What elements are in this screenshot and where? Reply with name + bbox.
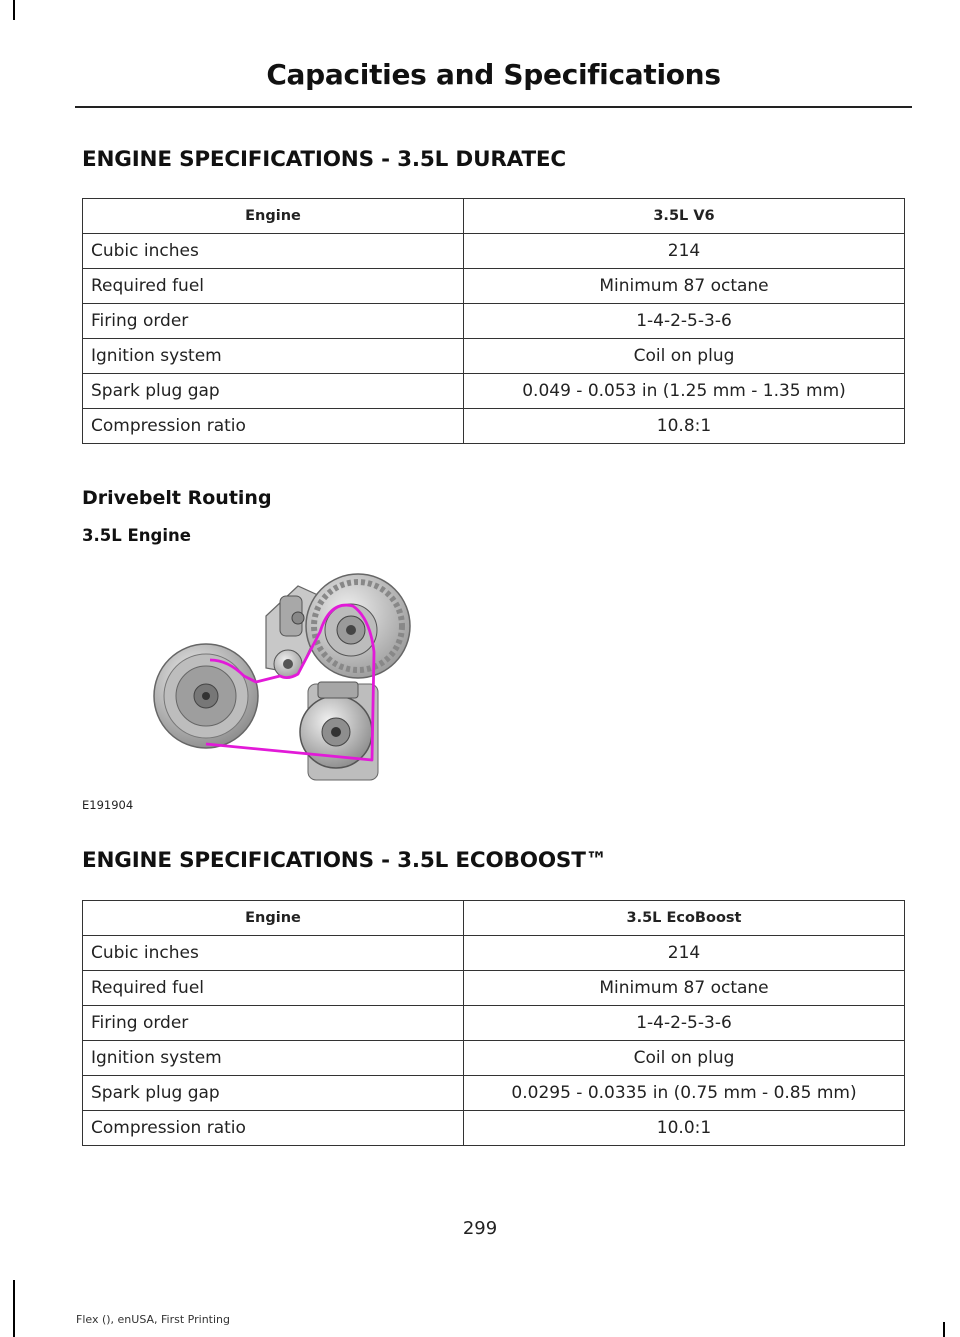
footer-edition: Flex (), enUSA, First Printing xyxy=(76,1313,230,1326)
table-row xyxy=(83,1006,905,1041)
row-label: Required fuel xyxy=(83,971,464,1006)
row-value: Coil on plug xyxy=(464,1041,905,1076)
row-value: 1-4-2-5-3-6 xyxy=(464,304,905,339)
engine-subheading: 3.5L Engine xyxy=(82,526,191,545)
table-row xyxy=(83,304,905,339)
crop-mark-top-left xyxy=(13,0,15,20)
row-label: Spark plug gap xyxy=(83,1076,464,1111)
row-value: 10.0:1 xyxy=(464,1111,905,1146)
row-label: Ignition system xyxy=(83,1041,464,1076)
table-row xyxy=(83,1111,905,1146)
row-value: 0.049 - 0.053 in (1.25 mm - 1.35 mm) xyxy=(464,374,905,409)
row-label: Required fuel xyxy=(83,269,464,304)
header-rule xyxy=(75,106,912,108)
duratec-spec-table xyxy=(82,198,905,444)
row-label: Ignition system xyxy=(83,339,464,374)
drivebelt-routing-heading: Drivebelt Routing xyxy=(82,487,272,509)
row-label: Spark plug gap xyxy=(83,374,464,409)
row-label: Compression ratio xyxy=(83,1111,464,1146)
ecoboost-spec-table xyxy=(82,900,905,1146)
table-row xyxy=(83,971,905,1006)
table-row xyxy=(83,409,905,444)
table-row xyxy=(83,936,905,971)
row-value: 214 xyxy=(464,936,905,971)
row-value: Minimum 87 octane xyxy=(464,971,905,1006)
row-value: 0.0295 - 0.0335 in (0.75 mm - 0.85 mm) xyxy=(464,1076,905,1111)
drivebelt-routing-diagram xyxy=(148,556,418,782)
page-header-title: Capacities and Specifications xyxy=(266,58,721,91)
table-row xyxy=(83,269,905,304)
row-value: 214 xyxy=(464,234,905,269)
column-header-engine: Engine xyxy=(83,901,464,936)
page-number: 299 xyxy=(462,1218,498,1239)
figure-code: E191904 xyxy=(82,798,134,812)
crop-mark-bottom-left xyxy=(13,1280,15,1337)
table-header-row xyxy=(83,199,905,234)
row-label: Firing order xyxy=(83,304,464,339)
row-value: 1-4-2-5-3-6 xyxy=(464,1006,905,1041)
column-header-engine: Engine xyxy=(83,199,464,234)
table-row xyxy=(83,374,905,409)
row-value: Minimum 87 octane xyxy=(464,269,905,304)
row-label: Cubic inches xyxy=(83,936,464,971)
row-value: 10.8:1 xyxy=(464,409,905,444)
table-row xyxy=(83,234,905,269)
column-header-value: 3.5L EcoBoost xyxy=(464,901,905,936)
section1-title: ENGINE SPECIFICATIONS - 3.5L DURATEC xyxy=(82,147,566,172)
row-label: Cubic inches xyxy=(83,234,464,269)
section2-title: ENGINE SPECIFICATIONS - 3.5L ECOBOOST™ xyxy=(82,848,607,873)
table-row xyxy=(83,1041,905,1076)
row-label: Compression ratio xyxy=(83,409,464,444)
crankshaft-pulley xyxy=(154,644,258,748)
ac-compressor xyxy=(300,682,378,780)
row-value: Coil on plug xyxy=(464,339,905,374)
table-header-row xyxy=(83,901,905,936)
table-row xyxy=(83,339,905,374)
row-label: Firing order xyxy=(83,1006,464,1041)
column-header-value: 3.5L V6 xyxy=(464,199,905,234)
table-row xyxy=(83,1076,905,1111)
crop-mark-bottom-right xyxy=(943,1322,945,1337)
